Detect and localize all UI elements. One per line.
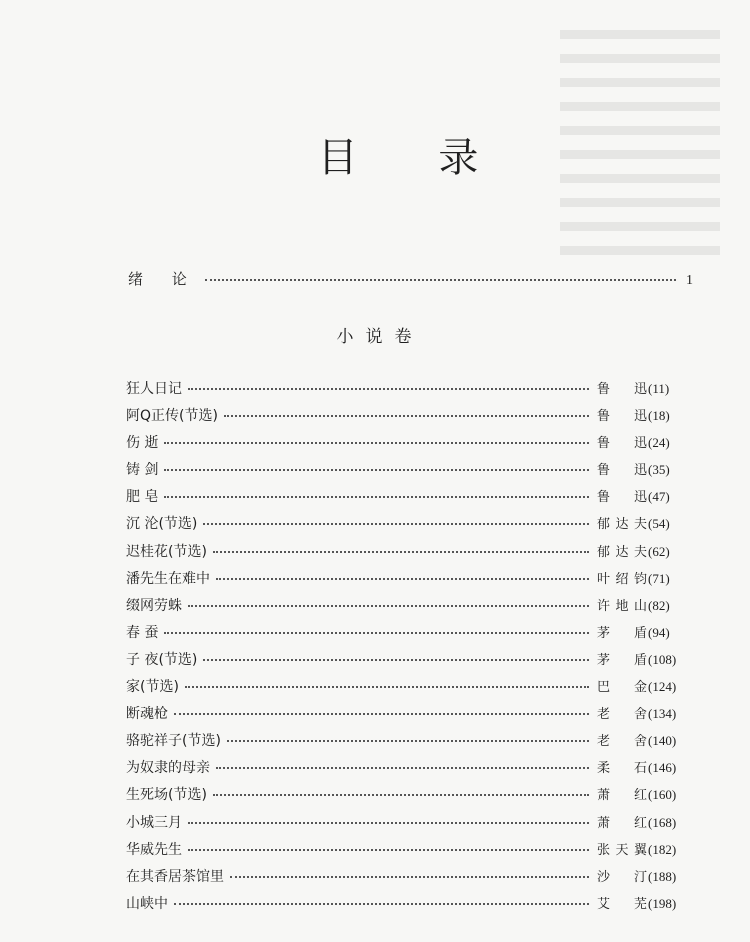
intro-page-number: 1	[686, 273, 693, 288]
entry-author: 鲁 迅	[597, 490, 647, 506]
entry-title: 子 夜(节选)	[126, 651, 198, 668]
entry-page-number: (82)	[648, 597, 670, 613]
entry-author: 老 舍	[597, 734, 647, 750]
intro-entry[interactable]	[128, 268, 693, 289]
dot-leader	[216, 578, 589, 580]
entry-page-number: (146)	[648, 760, 677, 776]
toc-entry[interactable]	[126, 622, 692, 649]
dot-leader	[203, 659, 589, 661]
entry-author: 郁达夫	[597, 544, 647, 560]
entry-author: 萧 红	[597, 815, 647, 831]
dot-leader	[174, 903, 589, 905]
entry-author: 郁达夫	[597, 517, 647, 533]
dot-leader	[224, 415, 589, 417]
entry-author: 叶绍钧	[597, 571, 647, 587]
entry-page-number: (140)	[648, 733, 677, 749]
entry-title: 肥 皂	[126, 489, 159, 506]
entry-author: 茅 盾	[597, 652, 647, 668]
entry-page-number: (168)	[648, 814, 677, 830]
entry-page-number: (54)	[648, 516, 670, 532]
dot-leader	[188, 849, 589, 851]
toc-entry[interactable]	[126, 568, 692, 595]
toc-entry[interactable]	[126, 513, 692, 540]
entry-author: 鲁 迅	[597, 463, 647, 479]
dot-leader	[164, 469, 589, 471]
entry-page-number: (94)	[648, 624, 670, 640]
entry-page-number: (62)	[648, 543, 670, 559]
page-title: 目 录	[317, 135, 513, 181]
entry-title: 阿Q正传(节选)	[126, 408, 218, 425]
entry-title: 迟桂花(节选)	[126, 543, 207, 560]
entry-title: 骆驼祥子(节选)	[126, 733, 221, 750]
entry-page-number: (11)	[648, 381, 670, 396]
entry-title: 生死场(节选)	[126, 787, 207, 804]
entry-title: 潘先生在难中	[126, 570, 210, 587]
dot-leader	[164, 496, 589, 498]
entry-author: 鲁 迅	[597, 409, 647, 425]
entry-page-number: (198)	[648, 895, 677, 911]
dot-leader	[203, 523, 589, 525]
dot-leader	[185, 686, 589, 688]
entry-author: 老 舍	[597, 707, 647, 723]
toc-entry[interactable]	[126, 432, 692, 459]
toc-entry[interactable]	[126, 541, 692, 568]
entry-title: 缀网劳蛛	[126, 597, 182, 614]
entry-page-number: (182)	[648, 841, 677, 857]
dot-leader	[216, 767, 589, 769]
toc-entry[interactable]	[126, 839, 692, 866]
entry-title: 春 蚕	[126, 624, 159, 641]
entry-page-number: (35)	[648, 462, 670, 478]
entry-title: 山峡中	[126, 895, 168, 912]
dot-leader	[227, 740, 589, 742]
toc-list	[126, 378, 692, 920]
entry-author: 沙 汀	[597, 869, 647, 885]
dot-leader	[213, 551, 589, 553]
entry-title: 华威先生	[126, 841, 182, 858]
toc-entry[interactable]	[126, 595, 692, 622]
entry-title: 家(节选)	[126, 679, 179, 696]
entry-title: 伤 逝	[126, 435, 159, 452]
dot-leader	[213, 794, 589, 796]
toc-entry[interactable]	[126, 866, 692, 893]
entry-page-number: (134)	[648, 706, 677, 722]
entry-page-number: (188)	[648, 868, 677, 884]
entry-page-number: (47)	[648, 489, 670, 505]
entry-author: 艾 芜	[597, 896, 647, 912]
entry-author: 萧 红	[597, 788, 647, 804]
toc-entry[interactable]	[126, 459, 692, 486]
dot-leader	[230, 876, 589, 878]
entry-author: 茅 盾	[597, 625, 647, 641]
toc-entry[interactable]	[126, 812, 692, 839]
toc-entry[interactable]	[126, 649, 692, 676]
entry-page-number: (24)	[648, 435, 670, 451]
toc-entry[interactable]	[126, 486, 692, 513]
dot-leader	[164, 632, 589, 634]
entry-title: 为奴隶的母亲	[126, 760, 210, 777]
toc-entry[interactable]	[126, 405, 692, 432]
toc-entry[interactable]	[126, 378, 692, 405]
entry-author: 鲁 迅	[597, 436, 647, 452]
entry-author: 许地山	[597, 598, 647, 614]
entry-author: 鲁 迅	[597, 382, 647, 397]
dot-leader	[205, 279, 676, 281]
entry-page-number: (18)	[648, 408, 670, 424]
entry-author: 巴 金	[597, 680, 647, 696]
toc-entry[interactable]	[126, 676, 692, 703]
entry-author: 柔 石	[597, 761, 647, 777]
intro-label: 绪 论	[128, 270, 199, 288]
section-heading: 小说卷	[336, 327, 424, 347]
entry-page-number: (160)	[648, 787, 677, 803]
dot-leader	[188, 605, 589, 607]
entry-title: 沉 沦(节选)	[126, 516, 198, 533]
entry-title: 小城三月	[126, 814, 182, 831]
dot-leader	[188, 822, 589, 824]
toc-entry[interactable]	[126, 703, 692, 730]
toc-entry[interactable]	[126, 784, 692, 811]
entry-title: 铸 剑	[126, 462, 159, 479]
entry-page-number: (124)	[648, 679, 677, 695]
entry-title: 在其香居茶馆里	[126, 868, 224, 885]
entry-page-number: (108)	[648, 651, 677, 667]
toc-entry[interactable]	[126, 730, 692, 757]
entry-page-number: (71)	[648, 570, 670, 586]
entry-title: 断魂枪	[126, 706, 168, 723]
dot-leader	[188, 388, 589, 390]
entry-title: 狂人日记	[126, 381, 182, 397]
toc-entry[interactable]	[126, 893, 692, 920]
toc-entry[interactable]	[126, 757, 692, 784]
dot-leader	[164, 442, 589, 444]
dot-leader	[174, 713, 589, 715]
entry-author: 张天翼	[597, 842, 647, 858]
